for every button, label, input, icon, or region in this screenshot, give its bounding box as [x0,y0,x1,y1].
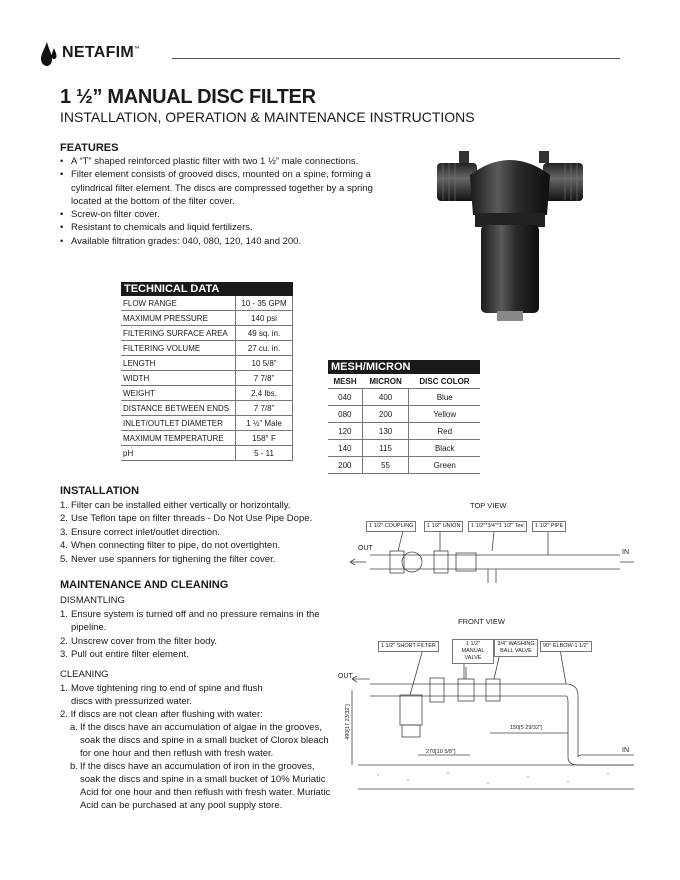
dismantling-heading: DISMANTLING [60,595,125,606]
front-out-label: OUT [338,673,353,680]
table-row: 200 55 Green [328,457,480,474]
table-heading: MESH/MICRON [328,360,480,374]
table-row: MAXIMUM PRESSURE 140 psi [121,311,293,326]
table-heading: TECHNICAL DATA [121,282,293,296]
top-view-label: TOP VIEW [470,501,507,510]
page-subtitle: INSTALLATION, OPERATION & MAINTENANCE INSTRUCTIONS [60,109,475,125]
brand-name: NETAFIM™ [62,44,141,61]
valve-dimension: 150[5 29/32"] [510,725,543,731]
page-title: 1 ½” MANUAL DISC FILTER [60,86,316,108]
callout-washing-valve: 3/4" WASHING BALL VALVE [494,639,538,657]
table-row: FILTERING SURFACE AREA 49 sq. in. [121,326,293,341]
list-item: 2. Unscrew cover from the filter body. [60,635,218,647]
table-row: 080 200 Yellow [328,406,480,423]
in-label: IN [622,549,629,556]
table-row: FLOW RANGE 10 - 35 GPM [121,296,293,311]
column-header: MESH [328,374,362,389]
out-label: OUT [358,545,373,552]
list-item: 1. Ensure system is turned off and no pressure remains in the pipeline. [60,609,320,634]
cleaning-step-2a: a. If the discs have an accumulation of algae in the grooves, soak the discs and spine in a small bucket of Clorox bleach for one hour and then reflush with fresh water. [70,722,329,759]
list-item: • A “T” shaped reinforced plastic filter with two 1 ½” male connections. [60,155,405,168]
cleaning-list [60,682,285,709]
filter-dimension: 270[10 5/8"] [426,749,456,755]
dismantling-list [60,608,322,662]
table-row: WEIGHT 2.4 lbs. [121,386,293,401]
callout-manual-valve: 1 1/2" MANUAL VALVE [452,639,494,664]
callout-union: 1 1/2" UNION [424,521,463,532]
column-header: DISC COLOR [409,374,480,389]
cleaning-heading: CLEANING [60,669,109,680]
installation-diagram [338,493,638,805]
cleaning-step-2: 2. If discs are not clean after flushing with water: [60,709,263,720]
list-item: 3. Ensure correct inlet/outlet direction. [60,526,220,538]
disc-filter-product-image [435,145,585,330]
technical-data-table [121,282,293,461]
callout-coupling: 1 1/2" COUPLING [366,521,416,532]
list-item: 1. Filter can be installed either vertically or horizontally. [60,500,291,511]
column-header: MICRON [362,374,409,389]
list-item: 1. Move tightening ring to end of spine and flush discs with pressurized water. [60,683,263,708]
water-drop-icon [40,38,58,68]
table-row: WIDTH 7 7/8” [121,371,293,386]
callout-tee: 1 1/2"*3/4"*1 1/2" Tee [468,521,527,532]
table-row: 140 115 Black [328,440,480,457]
callout-pipe: 1 1/2" PIPE [532,521,566,532]
list-item: • Available filtration grades: 040, 080, 120, 140 and 200. [60,235,405,248]
table-row: FILTERING VOLUME 27 cu. in. [121,341,293,356]
table-row: pH 5 - 11 [121,446,293,461]
header-rule [172,58,620,59]
table-row: INLET/OUTLET DIAMETER 1 ½” Male [121,416,293,431]
brand-logo [40,38,140,68]
mesh-micron-table [328,360,480,474]
table-row: 040 400 Blue [328,389,480,406]
height-dimension: 490[17 23/32"] [344,704,351,740]
callout-short-filter: 1 1/2" SHORT FILTER [378,641,439,652]
table-row: MAXIMUM TEMPERATURE 158° F [121,431,293,446]
callout-elbow: 90° ELBOW-1 1/2" [540,641,592,652]
list-item: • Filter element consists of grooved discs, mounted on a spine, forming a cylindrical filter element. The discs are compressed together by a spring located at the bottom of the filter cover. [60,168,405,208]
front-in-label: IN [622,747,629,754]
installation-list [60,499,340,566]
list-item: • Resistant to chemicals and liquid fertilizers. [60,221,405,234]
list-item: 3. Pull out entire filter element. [60,649,189,661]
features-heading: FEATURES [60,142,119,154]
list-item: 2. Use Teflon tape on filter threads - Do Not Use Pipe Dope. [60,513,313,525]
table-row: LENGTH 10 5/8” [121,356,293,371]
cleaning-step-2b: b. If the discs have an accumulation of iron in the grooves, soak the discs and spine in a small bucket of 10% Muriatic Acid for one hour and then reflush with fresh water. Muriatic Acid can be purchased at any pool supply store. [70,761,331,811]
list-item: 5. Never use spanners for tighening the filter cover. [60,553,276,565]
table-row: 120 130 Red [328,423,480,440]
list-item: 4. When connecting filter to pipe, do not overtighten. [60,540,281,552]
features-list [60,155,405,248]
front-view-label: FRONT VIEW [458,617,505,626]
maintenance-heading: MAINTENANCE AND CLEANING [60,579,229,591]
list-item: • Screw-on filter cover. [60,208,405,221]
installation-heading: INSTALLATION [60,485,140,497]
table-row: DISTANCE BETWEEN ENDS 7 7/8” [121,401,293,416]
